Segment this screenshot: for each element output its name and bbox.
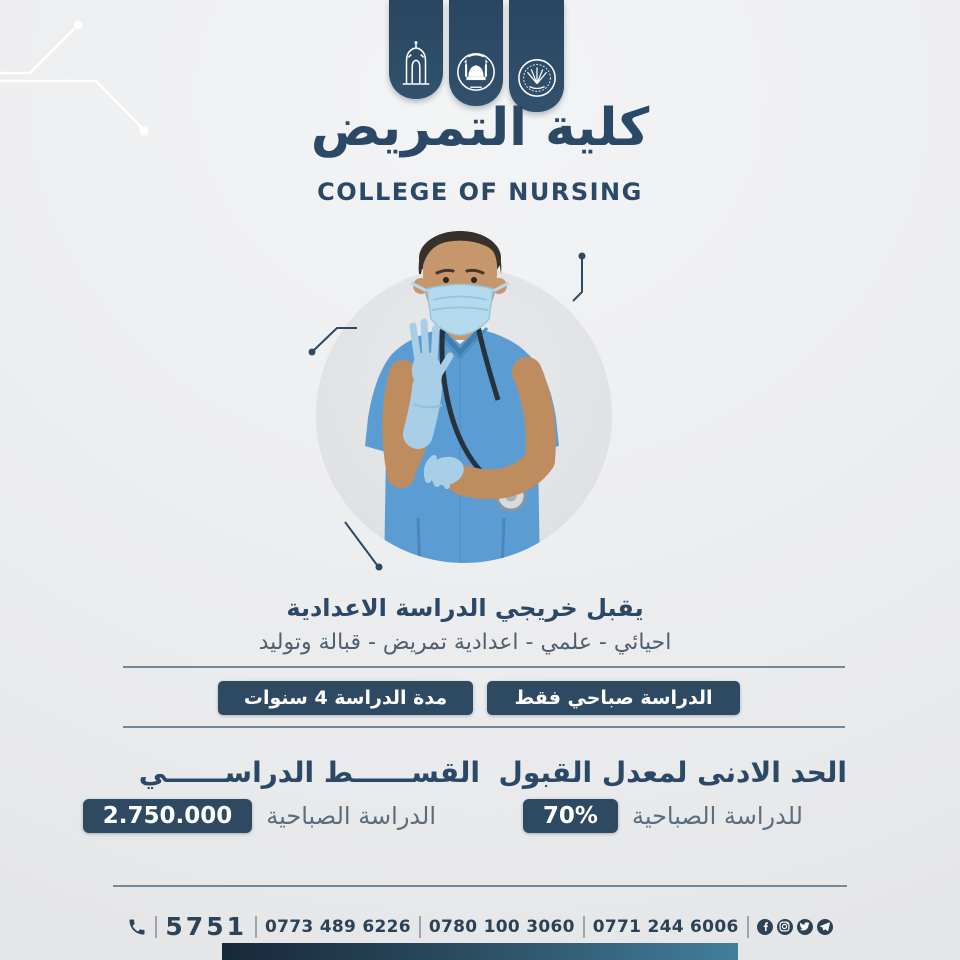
- facebook-icon[interactable]: [757, 919, 773, 935]
- bottom-accent-bar: [222, 943, 738, 960]
- tuition-heading: القســــــط الدراســــــي: [138, 756, 480, 789]
- telegram-icon[interactable]: [817, 919, 833, 935]
- separator: [747, 916, 749, 938]
- phone-number-1[interactable]: 0773 489 6226: [265, 916, 411, 937]
- tuition-fee-badge: 2.750.000: [83, 799, 253, 833]
- phone-number-2[interactable]: 0780 100 3060: [428, 916, 575, 937]
- nurse-photo: [300, 222, 630, 574]
- pill-morning-study[interactable]: [487, 681, 740, 715]
- pill-study-duration[interactable]: [218, 681, 473, 715]
- acceptance-rate-badge: 70%: [523, 799, 618, 833]
- admission-branches: احيائي - علمي - اعدادية تمريض - قبالة وتوليد: [258, 630, 672, 655]
- shrine-icon: [397, 39, 435, 91]
- acceptance-heading: الحد الادنى لمعدل القبول: [498, 756, 847, 789]
- twitter-icon[interactable]: [797, 919, 813, 935]
- divider-middle: [123, 726, 845, 728]
- ribbon-badge-3: [509, 0, 564, 112]
- separator: [419, 916, 421, 938]
- acceptance-label: للدراسة الصباحية: [631, 802, 803, 830]
- divider-bottom: [113, 885, 847, 887]
- phone-number-3[interactable]: 0771 244 6006: [592, 916, 739, 937]
- seal-icon: [516, 50, 558, 104]
- separator: [255, 916, 257, 938]
- pill-morning-study-label: الدراسة صباحي فقط: [514, 687, 713, 709]
- divider-top: [123, 666, 845, 668]
- acceptance-section: [499, 756, 847, 833]
- footer-contact: [0, 912, 960, 941]
- pill-study-duration-label: مدة الدراسة 4 سنوات: [243, 687, 448, 709]
- college-title-english: COLLEGE OF NURSING: [317, 178, 643, 206]
- ribbon-badge-1: [389, 0, 443, 99]
- phone-icon: [127, 917, 147, 937]
- social-icons: [757, 919, 833, 935]
- instagram-icon[interactable]: [777, 919, 793, 935]
- separator: [583, 916, 585, 938]
- separator: [155, 916, 157, 938]
- tuition-section: [83, 756, 480, 833]
- hotline-number[interactable]: 5751: [165, 912, 247, 941]
- admission-heading: يقبل خريجي الدراسة الاعدادية: [286, 594, 644, 622]
- tuition-label: الدراسة الصباحية: [266, 802, 436, 830]
- mosque-icon: [455, 44, 497, 98]
- college-title-arabic: كلية التمريض: [310, 98, 650, 158]
- ribbon-badge-2: [449, 0, 503, 106]
